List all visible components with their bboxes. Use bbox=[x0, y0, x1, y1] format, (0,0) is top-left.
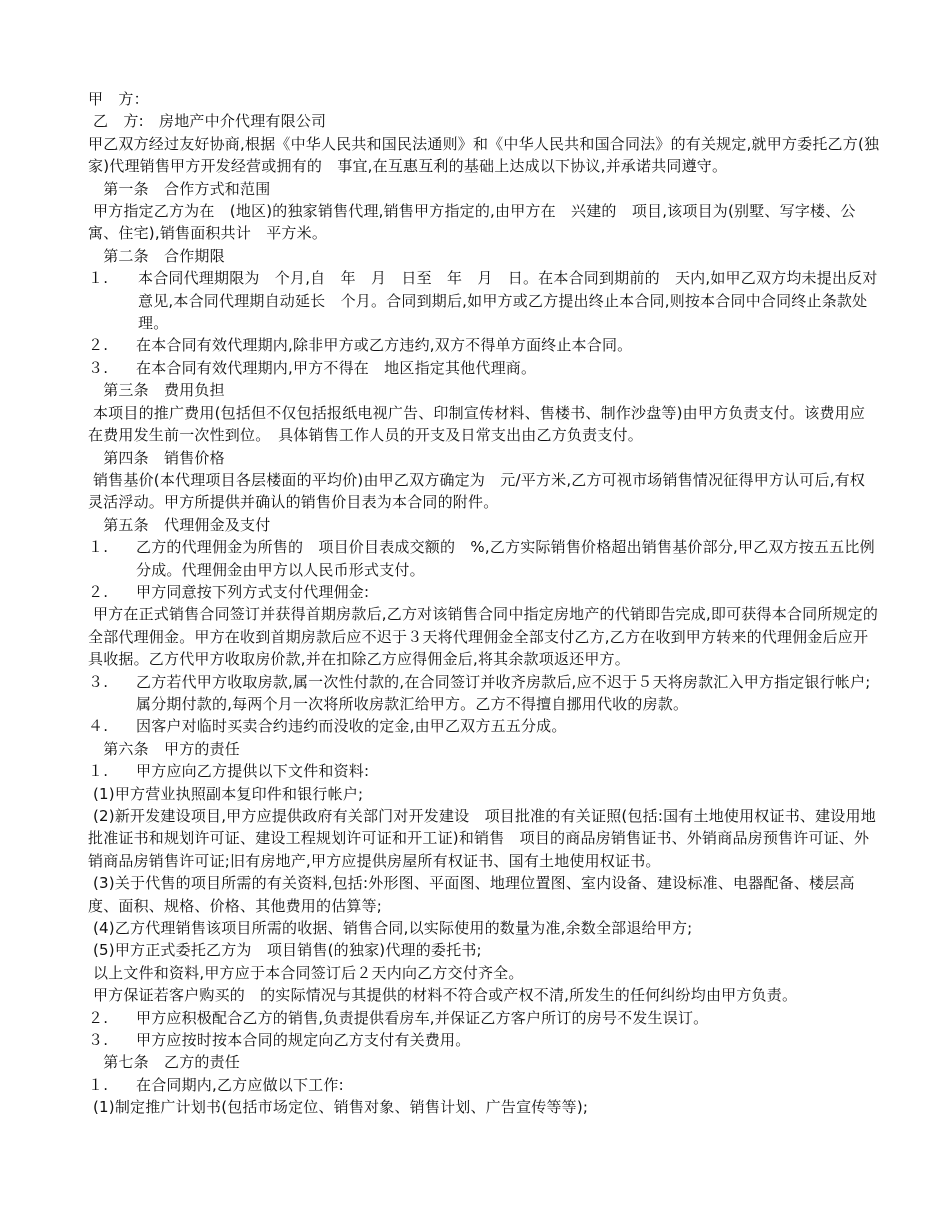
article-5-item bbox=[88, 581, 880, 603]
item-text: 甲方应积极配合乙方的销售,负责提供看房车,并保证乙方客户所订的房号不发生误订。 bbox=[136, 1008, 709, 1027]
party-b-line: 乙 方: 房地产中介代理有限公司 bbox=[88, 112, 327, 131]
article-4-title: 第四条 销售价格 bbox=[88, 448, 225, 467]
article-3-paragraph: 本项目的推广费用(包括但不仅包括报纸电视广告、印制宣传材料、售楼书、制作沙盘等)由甲方负责支付。该费用应在费用发生前一次性到位。 具体销售工作人员的开支及日常支出由乙方负责支付。 bbox=[88, 403, 866, 445]
article-2-item bbox=[88, 267, 880, 334]
article-6-title: 第六条 甲方的责任 bbox=[88, 739, 241, 758]
article-6-subitem: (2)新开发建设项目,甲方应提供政府有关部门对开发建设 项目批准的有关证照(包括:国有土地使用权证书、建设用地批准证书和规划许可证、建设工程规划许可证和开工证)和销售 项目的商品房销售证书、外销商品房预售许可证、外销商品房销售许可证;旧有房地产,甲方应提供房屋所有权证书、国有土地使用权证书。 bbox=[88, 807, 876, 870]
article-7-title: 第七条 乙方的责任 bbox=[88, 1053, 241, 1072]
party-a-line: 甲 方： bbox=[88, 90, 149, 108]
article-4-paragraph: 销售基价(本代理项目各层楼面的平均价)由甲乙双方确定为 元/平方米,乙方可视市场销售情况征得甲方认可后,有权灵活浮动。甲方所提供并确认的销售价目表为本合同的附件。 bbox=[88, 470, 866, 512]
item-number: １. bbox=[88, 762, 109, 781]
item-number: ３. bbox=[88, 1031, 109, 1050]
intro-paragraph: 甲乙双方经过友好协商,根据《中华人民共和国民法通则》和《中华人民共和国合同法》的有关规定,就甲方委托乙方(独家)代理销售甲方开发经营或拥有的 事宜,在互惠互利的基础上达成以下协议,并承诺共同遵守。 bbox=[88, 134, 880, 176]
item-text: 因客户对临时买卖合约违约而没收的定金,由甲乙双方五五分成。 bbox=[136, 717, 567, 736]
item-number: １. bbox=[88, 269, 109, 288]
item-text: 甲方应按时按本合同的规定向乙方支付有关费用。 bbox=[136, 1031, 471, 1050]
article-5-item bbox=[88, 536, 880, 581]
item-number: １. bbox=[88, 1075, 109, 1094]
article-7-item bbox=[88, 1074, 880, 1096]
item-number: ３. bbox=[88, 672, 109, 691]
item-text: 在合同期内,乙方应做以下工作: bbox=[136, 1075, 344, 1094]
article-5-paragraph: 甲方在正式销售合同签订并获得首期房款后,乙方对该销售合同中指定房地产的代销即告完成,即可获得本合同所规定的全部代理佣金。甲方在收到首期房款后应不迟于３天将代理佣金全部支付乙方,乙方在收到甲方转来的代理佣金后应开具收据。乙方代甲方收取房价款,并在扣除乙方应得佣金后,将其余款项返还甲方。 bbox=[88, 605, 879, 669]
article-1-paragraph: 甲方指定乙方为在 (地区)的独家销售代理,销售甲方指定的,由甲方在 兴建的 项目,该项目为(别墅、写字楼、公寓、住宅),销售面积共计 平方米。 bbox=[88, 202, 856, 243]
article-6-subitem: (4)乙方代理销售该项目所需的收据、销售合同,以实际使用的数量为准,余数全部退给甲方; bbox=[88, 919, 693, 938]
item-number: ２. bbox=[88, 1008, 109, 1027]
article-2-item bbox=[88, 334, 880, 356]
article-6-subitem: (5)甲方正式委托乙方为 项目销售(的独家)代理的委托书; bbox=[88, 941, 482, 960]
item-number: ４. bbox=[88, 717, 109, 736]
article-7-subitem: (1)制定推广计划书(包括市场定位、销售对象、销售计划、广告宣传等等); bbox=[88, 1098, 589, 1117]
article-6-item bbox=[88, 1007, 880, 1029]
article-5-item bbox=[88, 715, 880, 737]
item-text: 在本合同有效代理期内,除非甲方或乙方违约,双方不得单方面终止本合同。 bbox=[136, 336, 633, 355]
article-5-title: 第五条 代理佣金及支付 bbox=[88, 515, 271, 534]
item-text: 甲方应向乙方提供以下文件和资料: bbox=[136, 762, 370, 781]
article-3-title: 第三条 费用负担 bbox=[88, 381, 225, 400]
item-number: ２. bbox=[88, 582, 109, 601]
item-number: １. bbox=[88, 538, 109, 557]
article-1-title: 第一条 合作方式和范围 bbox=[88, 179, 271, 198]
item-text: 在本合同有效代理期内,甲方不得在 地区指定其他代理商。 bbox=[136, 358, 537, 377]
item-text: 本合同代理期限为 个月,自 年 月 日至 年 月 日。在本合同到期前的 天内,如甲乙双方均未提出反对意见,本合同代理期自动延长 个月。合同到期后,如甲方或乙方提出终止本合同,则按本合同中合同终止条款处理。 bbox=[138, 269, 878, 333]
article-6-subitem: 甲方保证若客户购买的 的实际情况与其提供的材料不符合或产权不清,所发生的任何纠纷均由甲方负责。 bbox=[88, 986, 798, 1005]
article-2-item bbox=[88, 357, 880, 379]
article-5-item bbox=[88, 671, 880, 716]
article-6-subitem: (1)甲方营业执照副本复印件和银行帐户; bbox=[88, 784, 364, 803]
article-2-title: 第二条 合作期限 bbox=[88, 246, 225, 265]
item-number: ３. bbox=[88, 358, 109, 377]
article-6-item bbox=[88, 760, 880, 782]
item-text: 乙方若代甲方收取房款,属一次性付款的,在合同签订并收齐房款后,应不迟于５天将房款汇入甲方指定银行帐户;属分期付款的,每两个月一次将所收房款汇给甲方。乙方不得擅自挪用代收的房款。 bbox=[136, 672, 871, 713]
item-number: ２. bbox=[88, 336, 109, 355]
article-6-item bbox=[88, 1029, 880, 1051]
item-text: 甲方同意按下列方式支付代理佣金: bbox=[136, 582, 370, 601]
article-6-subitem: 以上文件和资料,甲方应于本合同签订后２天内向乙方交付齐全。 bbox=[88, 963, 524, 982]
article-6-subitem: (3)关于代售的项目所需的有关资料,包括:外形图、平面图、地理位置图、室内设备、建设标准、电器配备、楼层高度、面积、规格、价格、其他费用的估算等; bbox=[88, 874, 855, 915]
item-text: 乙方的代理佣金为所售的 项目价目表成交额的 %,乙方实际销售价格超出销售基价部分,甲乙双方按五五比例分成。代理佣金由甲方以人民币形式支付。 bbox=[136, 538, 875, 579]
